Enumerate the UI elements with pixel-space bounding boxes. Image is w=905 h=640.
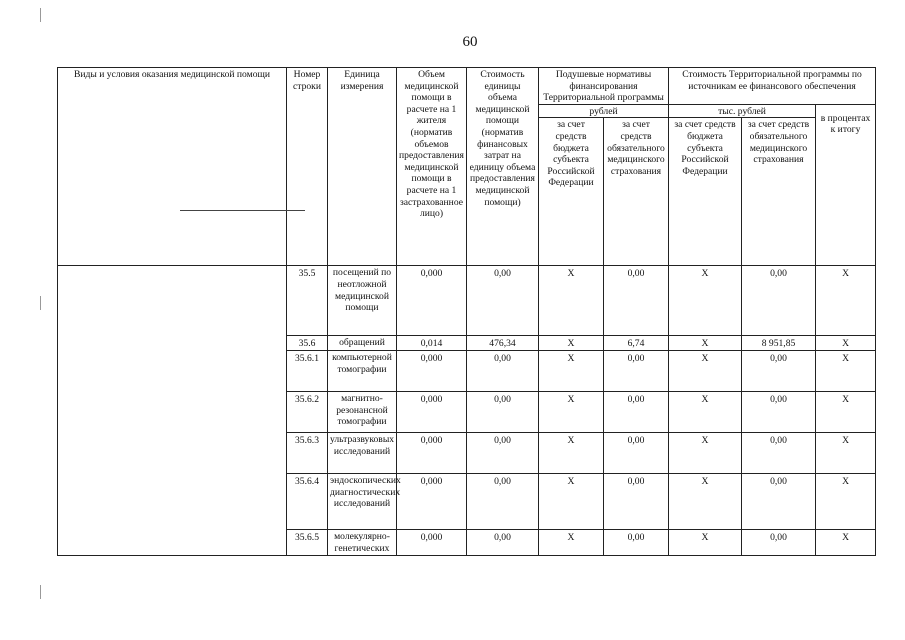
header-thousand-rubles: тыс. рублей	[669, 104, 816, 118]
data-table	[57, 67, 876, 556]
header-territorial-cost: Стоимость Территориальной программы по источникам ее финансового обеспечения	[669, 68, 876, 105]
budget2-cell: Х	[669, 350, 742, 391]
oms2-cell: 0,00	[742, 432, 816, 473]
budget2-cell: Х	[669, 266, 742, 336]
row-number: 35.6.3	[287, 432, 328, 473]
budget-cell: Х	[539, 529, 604, 555]
percent-cell: Х	[816, 266, 876, 336]
unit-cell: молекулярно-генетических	[328, 529, 397, 555]
oms-cell: 6,74	[604, 336, 669, 351]
table-body	[58, 266, 876, 556]
oms-cell: 0,00	[604, 473, 669, 529]
header-budget-2: за счет средств бюджета субъекта Российской Федерации	[669, 118, 742, 266]
cost-cell: 0,00	[467, 266, 539, 336]
percent-cell: Х	[816, 432, 876, 473]
oms-cell: 0,00	[604, 432, 669, 473]
unit-cell: эндоскопических диагностических исследований	[328, 473, 397, 529]
margin-mark	[40, 8, 41, 22]
volume-cell: 0,014	[397, 336, 467, 351]
percent-cell: Х	[816, 336, 876, 351]
volume-cell: 0,000	[397, 432, 467, 473]
oms-cell: 0,00	[604, 391, 669, 432]
volume-cell: 0,000	[397, 473, 467, 529]
budget-cell: Х	[539, 391, 604, 432]
budget2-cell: Х	[669, 473, 742, 529]
cost-cell: 0,00	[467, 529, 539, 555]
oms2-cell: 0,00	[742, 350, 816, 391]
header-row-no: Номер строки	[287, 68, 328, 266]
budget2-cell: Х	[669, 391, 742, 432]
row-number: 35.6	[287, 336, 328, 351]
oms-cell: 0,00	[604, 350, 669, 391]
header-budget: за счет средств бюджета субъекта Российской Федерации	[539, 118, 604, 266]
row-number: 35.6.1	[287, 350, 328, 391]
budget-cell: Х	[539, 432, 604, 473]
cost-cell: 0,00	[467, 391, 539, 432]
row-number: 35.6.4	[287, 473, 328, 529]
unit-cell: магнитно-резонансной томографии	[328, 391, 397, 432]
margin-mark	[40, 585, 41, 599]
cost-cell: 0,00	[467, 350, 539, 391]
unit-cell: компьютерной томографии	[328, 350, 397, 391]
row-number: 35.5	[287, 266, 328, 336]
oms-cell: 0,00	[604, 266, 669, 336]
row-number: 35.6.5	[287, 529, 328, 555]
cost-cell: 0,00	[467, 473, 539, 529]
oms2-cell: 0,00	[742, 391, 816, 432]
percent-cell: Х	[816, 391, 876, 432]
header-oms: за счет средств обязательного медицинского страхования	[604, 118, 669, 266]
header-volume: Объем медицинской помощи в расчете на 1 жителя (норматив объемов предоставления медицинской помощи в расчете на 1 застрахованное лицо)	[397, 68, 467, 266]
oms-cell: 0,00	[604, 529, 669, 555]
kind-cell	[58, 266, 287, 556]
header-cost: Стоимость единицы объема медицинской помощи (норматив финансовых затрат на единицу объема предоставления медицинской помощи)	[467, 68, 539, 266]
percent-cell: Х	[816, 529, 876, 555]
header-oms-2: за счет средств обязательного медицинского страхования	[742, 118, 816, 266]
budget-cell: Х	[539, 473, 604, 529]
budget-cell: Х	[539, 336, 604, 351]
cost-cell: 476,34	[467, 336, 539, 351]
budget-cell: Х	[539, 350, 604, 391]
margin-mark	[40, 296, 41, 310]
row-number: 35.6.2	[287, 391, 328, 432]
unit-cell: ультразвуковых исследований	[328, 432, 397, 473]
volume-cell: 0,000	[397, 350, 467, 391]
oms2-cell: 0,00	[742, 473, 816, 529]
oms2-cell: 8 951,85	[742, 336, 816, 351]
budget2-cell: Х	[669, 432, 742, 473]
percent-cell: Х	[816, 350, 876, 391]
unit-cell: посещений по неотложной медицинской помощи	[328, 266, 397, 336]
header-unit: Единица измерения	[328, 68, 397, 266]
percent-cell: Х	[816, 473, 876, 529]
volume-cell: 0,000	[397, 266, 467, 336]
oms2-cell: 0,00	[742, 266, 816, 336]
oms2-cell: 0,00	[742, 529, 816, 555]
header-kind: Виды и условия оказания медицинской помощи	[58, 68, 287, 266]
budget-cell: Х	[539, 266, 604, 336]
header-percent: в процентах к итогу	[816, 104, 876, 266]
budget2-cell: Х	[669, 336, 742, 351]
scan-line-mark	[180, 210, 305, 211]
volume-cell: 0,000	[397, 391, 467, 432]
header-per-capita: Подушевые нормативы финансирования Территориальной программы	[539, 68, 669, 105]
page-number: 60	[462, 34, 478, 50]
table-row	[58, 266, 876, 336]
header-rubles: рублей	[539, 104, 669, 118]
unit-cell: обращений	[328, 336, 397, 351]
volume-cell: 0,000	[397, 529, 467, 555]
budget2-cell: Х	[669, 529, 742, 555]
cost-cell: 0,00	[467, 432, 539, 473]
